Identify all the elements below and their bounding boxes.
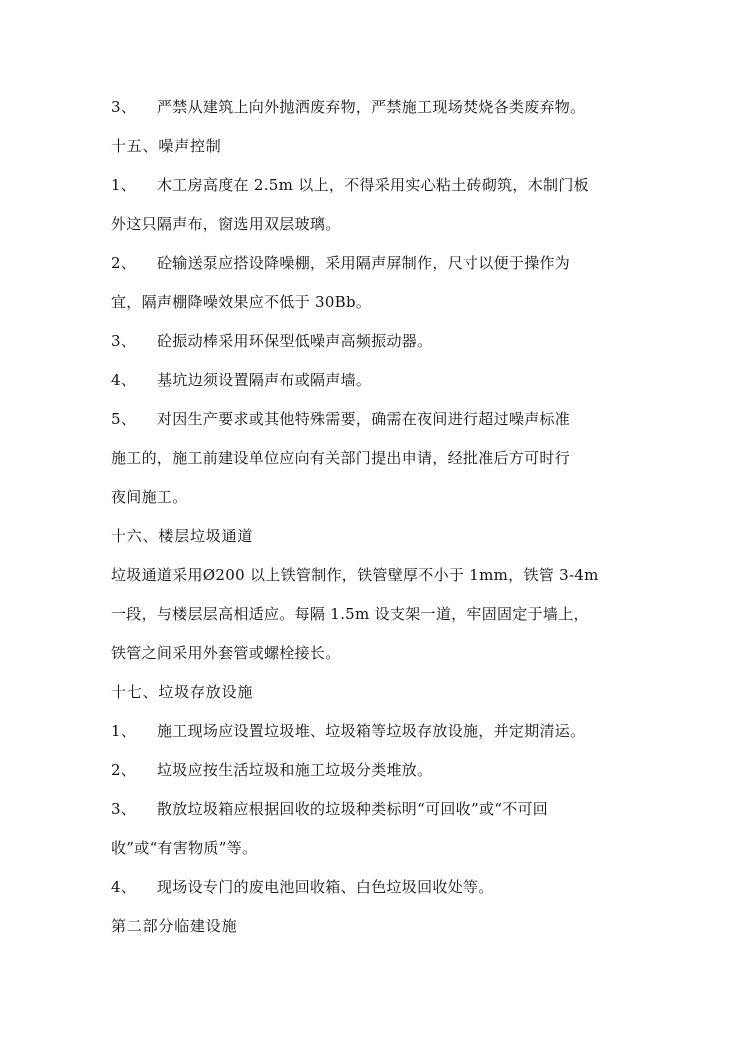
list-item: [111, 877, 641, 897]
item-text: 基坑边须设置隔声布或隔声墙。: [157, 371, 372, 389]
item-number: 1、: [111, 722, 137, 740]
list-item: [111, 253, 641, 273]
list-item: [111, 409, 641, 429]
item-number: 3、: [111, 332, 137, 350]
paragraph-line: 铁管之间采用外套管或螺栓接长。: [111, 644, 341, 662]
paragraph-line: 收”或“有害物质”等。: [111, 839, 258, 857]
paragraph-line: 垃圾通道采用Ø200 以上铁管制作，铁管壁厚不小于 1mm，铁管 3-4m: [111, 566, 599, 584]
item-text: 散放垃圾箱应根据回收的垃圾种类标明“可回收”或“不可回: [157, 800, 549, 818]
item-text: 砼输送泵应搭设降噪棚，采用隔声屏制作，尺寸以便于操作为: [157, 254, 571, 272]
section-heading: 十六、楼层垃圾通道: [111, 527, 254, 545]
part-heading: 第二部分临建设施: [111, 917, 238, 935]
list-item: [111, 97, 641, 117]
item-text: 现场设专门的废电池回收箱、白色垃圾回收处等。: [157, 878, 494, 896]
paragraph-line: 一段，与楼层层高相适应。每隔 1.5m 设支架一道，牢固固定于墙上，: [111, 605, 589, 623]
item-number: 3、: [111, 98, 137, 116]
item-text: 砼振动棒采用环保型低噪声高频振动器。: [157, 332, 433, 350]
item-text: 严禁从建筑上向外抛洒废弃物，严禁施工现场焚烧各类废弃物。: [157, 98, 586, 116]
item-number: 4、: [111, 878, 137, 896]
item-text: 木工房高度在 2.5m 以上，不得采用实心粘土砖砌筑，木制门板: [157, 176, 589, 194]
item-number: 2、: [111, 254, 137, 272]
list-item: [111, 760, 641, 780]
item-text: 对因生产要求或其他特殊需要，确需在夜间进行超过噪声标准: [157, 410, 571, 428]
paragraph-line: 施工的，施工前建设单位应向有关部门提出申请，经批准后方可时行: [111, 449, 571, 467]
item-number: 4、: [111, 371, 137, 389]
section-heading: 十五、噪声控制: [111, 137, 222, 155]
paragraph-line: 夜间施工。: [111, 488, 188, 506]
item-number: 2、: [111, 761, 137, 779]
item-number: 5、: [111, 410, 137, 428]
list-item: [111, 370, 641, 390]
list-item: [111, 721, 641, 741]
list-item: [111, 175, 641, 195]
section-heading: 十七、垃圾存放设施: [111, 683, 254, 701]
item-number: 3、: [111, 800, 137, 818]
paragraph-line: 宜，隔声棚降噪效果应不低于 30Bb。: [111, 293, 372, 311]
item-text: 施工现场应设置垃圾堆、垃圾箱等垃圾存放设施，并定期清运。: [157, 722, 586, 740]
list-item: [111, 799, 641, 819]
item-text: 垃圾应按生活垃圾和施工垃圾分类堆放。: [157, 761, 433, 779]
paragraph-line: 外这只隔声布，窗选用双层玻璃。: [111, 215, 341, 233]
list-item: [111, 331, 641, 351]
item-number: 1、: [111, 176, 137, 194]
